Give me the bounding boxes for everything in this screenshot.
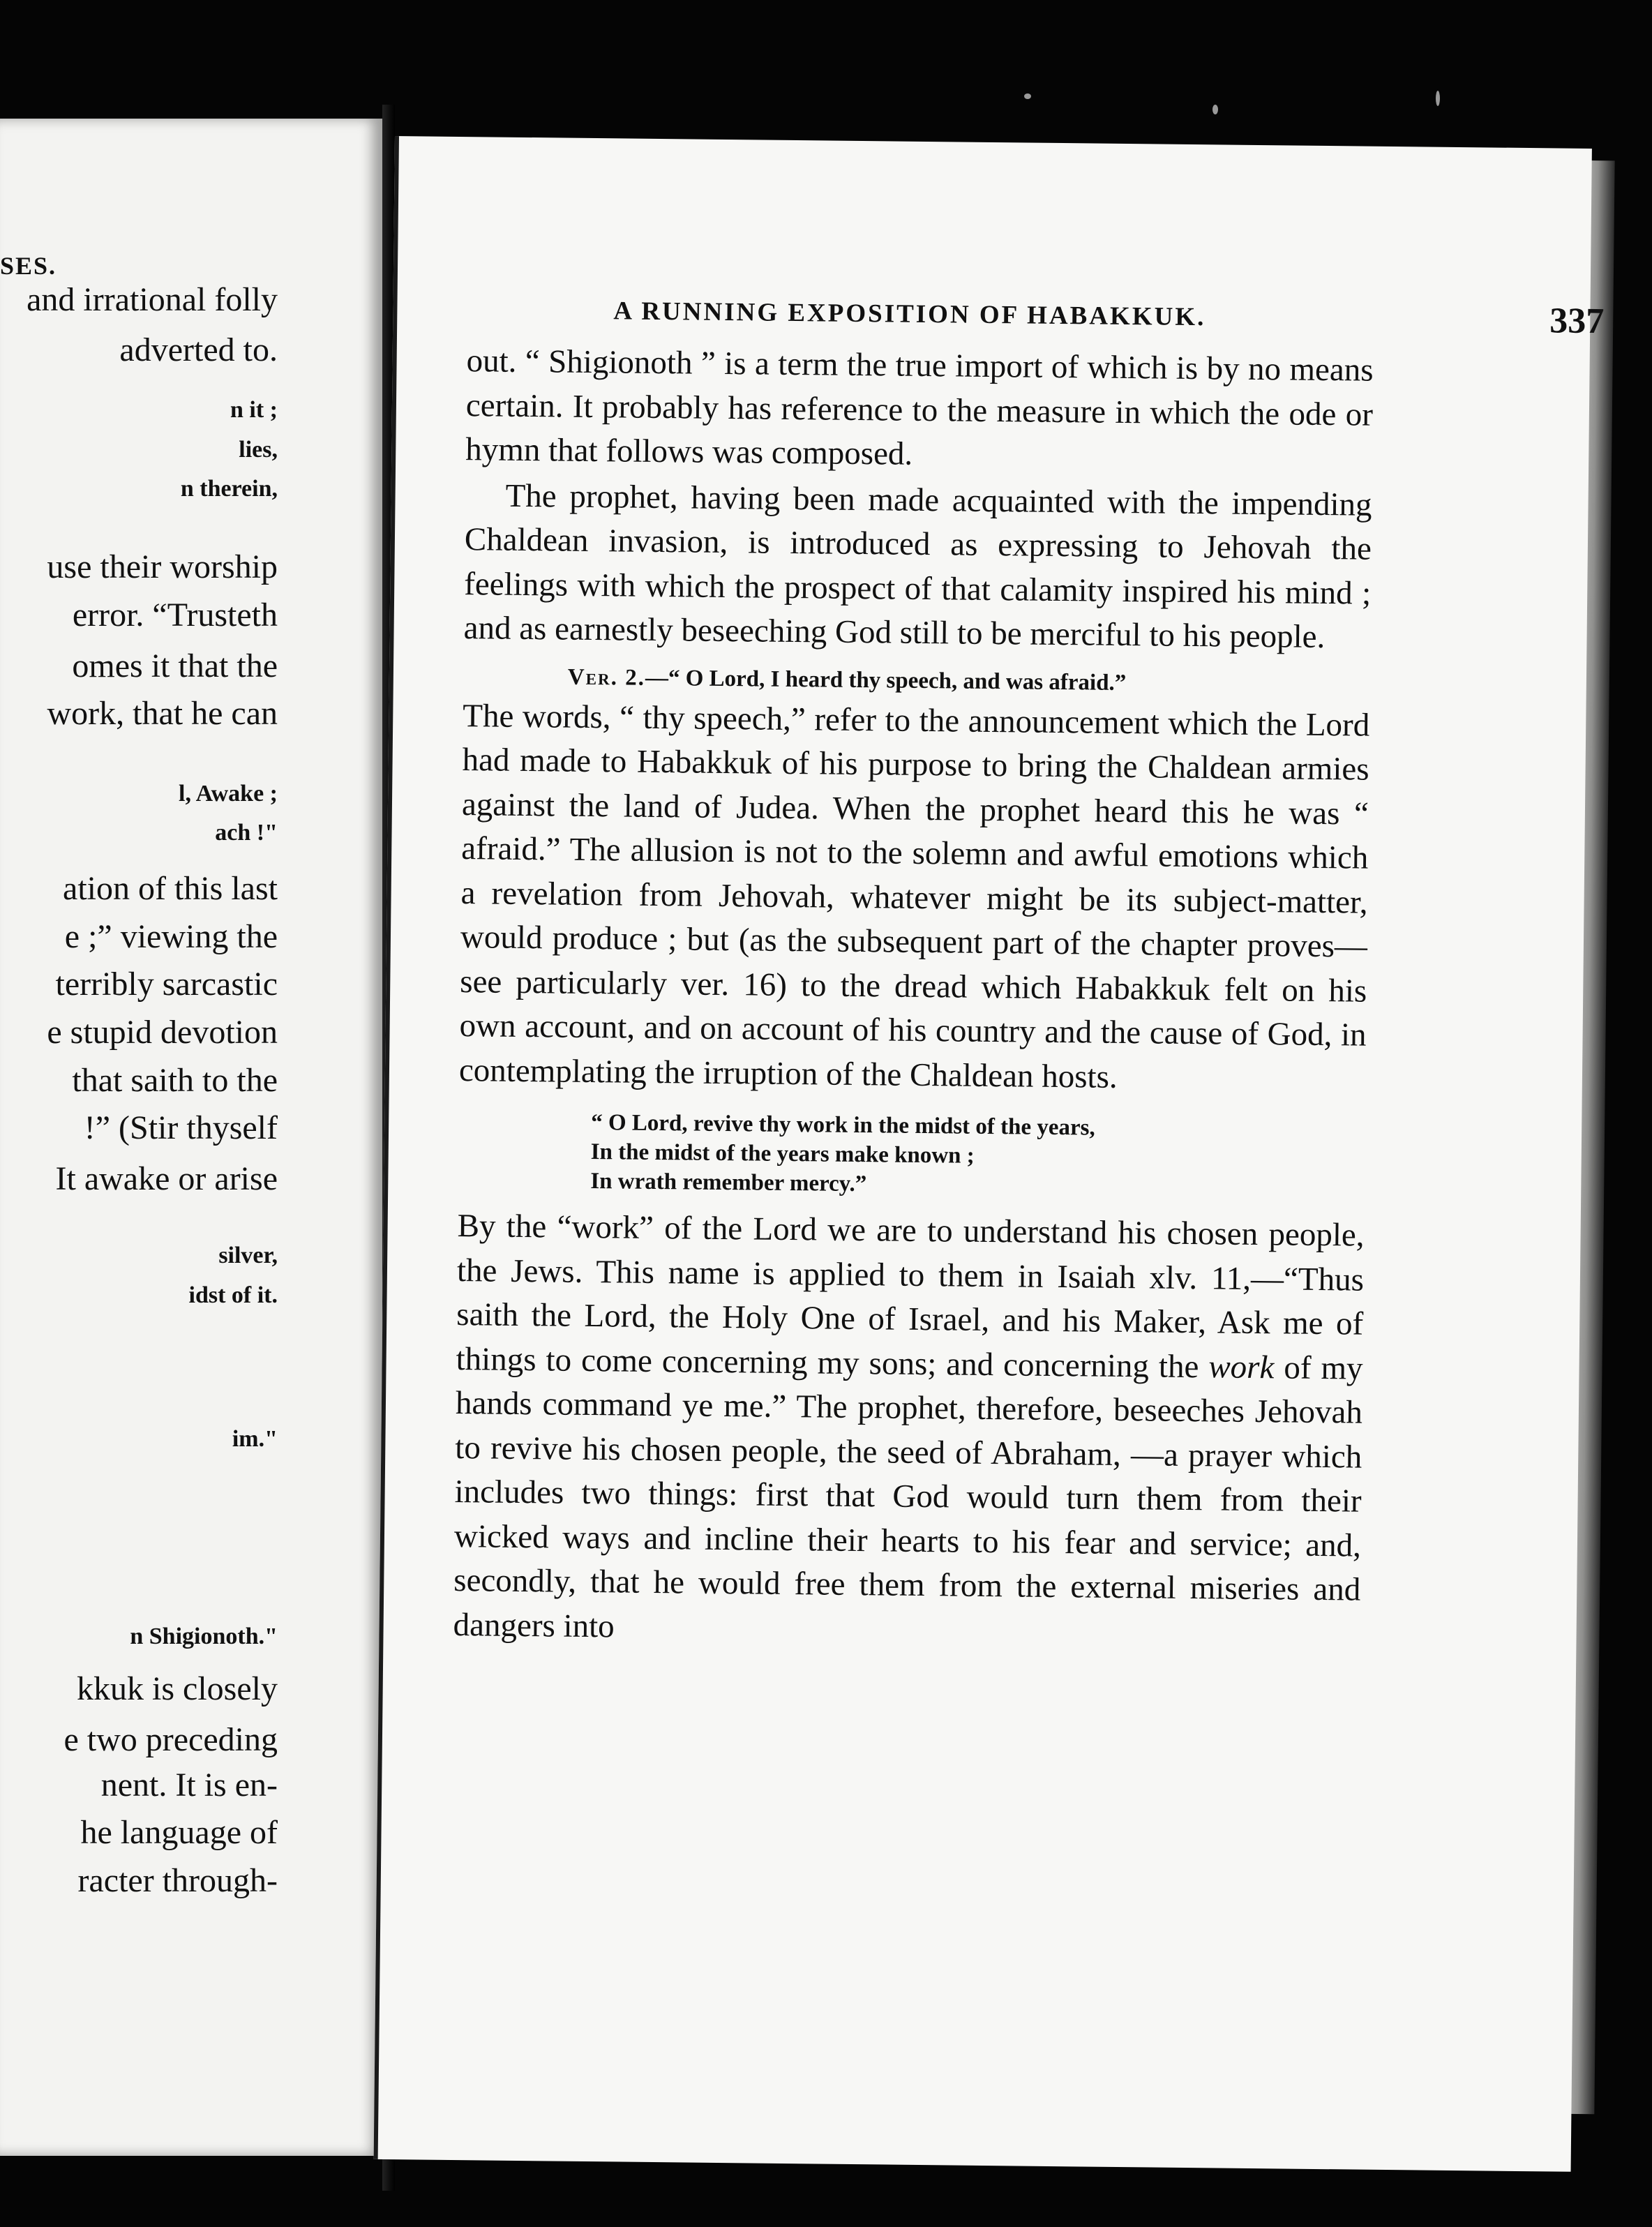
previous-page-line: terribly sarcastic <box>55 966 278 1003</box>
previous-page-line: !” (Stir thyself <box>84 1109 278 1147</box>
verse-line: “ O Lord, revive thy work in the midst of the years, <box>591 1110 1095 1141</box>
dust-speck <box>1024 93 1031 99</box>
dust-speck <box>1436 91 1440 106</box>
verse-line: In the midst of the years make known ; <box>590 1139 975 1169</box>
previous-page-line: ation of this last <box>63 869 278 907</box>
previous-page-line: n Shigionoth." <box>130 1623 278 1649</box>
previous-page-line: l, Awake ; <box>179 780 278 807</box>
previous-page-line: e ;” viewing the <box>64 917 278 955</box>
page-body <box>453 339 1374 1657</box>
previous-page-line: omes it that the <box>72 647 278 684</box>
previous-page-line: kkuk is closely <box>77 1670 278 1708</box>
previous-page-line: silver, <box>218 1243 278 1269</box>
previous-page-line: he language of <box>80 1814 278 1852</box>
previous-page-line: e two preceding <box>63 1721 278 1758</box>
dust-speck <box>1212 105 1218 114</box>
verse-line: In wrath remember mercy.” <box>590 1169 867 1197</box>
previous-page-running-head: SES. <box>0 252 57 280</box>
previous-page-line: e stupid devotion <box>47 1013 278 1051</box>
previous-page-line: and irrational folly <box>27 280 278 318</box>
paragraph-shigionoth: out. “ Shigionoth ” is a term the true import of which is by no means certain. It probably has reference to the measure in which the ode or hymn that follows was composed. <box>465 343 1374 472</box>
current-page <box>374 136 1605 2172</box>
previous-page-line: n therein, <box>180 476 278 502</box>
previous-page-line: that saith to the <box>72 1061 278 1099</box>
previous-page-line: nent. It is en- <box>100 1766 278 1804</box>
previous-page-line: It awake or arise <box>55 1160 278 1198</box>
page-header <box>613 290 1605 343</box>
emphasized-word: work <box>1208 1348 1275 1386</box>
previous-page-line: idst of it. <box>188 1282 278 1308</box>
paragraph-text: By the “work” of the Lord we are to understand his chosen people, the Jews. This name is applied to them in Isaiah xlv. 11,—“Thus saith the Lord, the Holy One of Israel, and his Maker, Ask me of things to come concerning my sons; and concerning the <box>456 1208 1365 1385</box>
verse-label: Ver. 2. <box>567 664 646 691</box>
previous-page-line: racter through- <box>77 1862 278 1899</box>
previous-page-line: work, that he can <box>47 695 278 733</box>
verse-quote: —“ O Lord, I heard thy speech, and was afraid.” <box>645 665 1127 696</box>
paragraph-prophet: The prophet, having been made acquainted with the impending Chaldean invasion, is introduced as expressing to Jehovah the feelings with which the prospect of that calamity inspired his mind ; and as earnestly beseeching God still to be merciful to his people. <box>463 477 1372 655</box>
previous-page-line: error. “Trusteth <box>72 597 278 634</box>
previous-page-line: adverted to. <box>119 331 278 369</box>
previous-page-line: lies, <box>239 436 278 463</box>
running-head: A RUNNING EXPOSITION OF HABAKKUK. <box>613 297 1206 332</box>
paragraph-text: of my hands command ye me.” The prophet, therefore, beseeches Jehovah to revive his chosen people, the seed of Abraham, —a prayer which includes two things: first that God would turn them from their wicked ways and incline their hearts to his fear and service; and, secondly, that he would free them from the external miseries and dangers into <box>453 1349 1363 1644</box>
previous-page <box>0 119 382 2156</box>
previous-page-line: n it ; <box>230 397 278 423</box>
previous-page-line: im." <box>232 1425 278 1452</box>
paragraph-work-of-the-lord <box>453 1204 1365 1657</box>
quoted-verse <box>590 1108 1365 1204</box>
previous-page-line: ach !" <box>215 820 278 846</box>
paragraph-thy-speech: The words, “ thy speech,” refer to the announcement which the Lord had made to Habakkuk of his purpose to bring the Chaldean armies against the land of Judea. When the prophet heard this he was “ afraid.” The allusion is not to the solemn and awful emotions which a revelation from Jehovah, whatever might be its subject-matter, would produce ; but (as the subsequent part of the chapter proves—see particularly ver. 16) to the dread which Habakkuk felt on his own account, and on account of his country and the cause of God, in contemplating the irruption of the Chaldean hosts. <box>458 697 1370 1095</box>
page-number: 337 <box>1549 301 1605 342</box>
previous-page-line: use their worship <box>47 548 278 586</box>
